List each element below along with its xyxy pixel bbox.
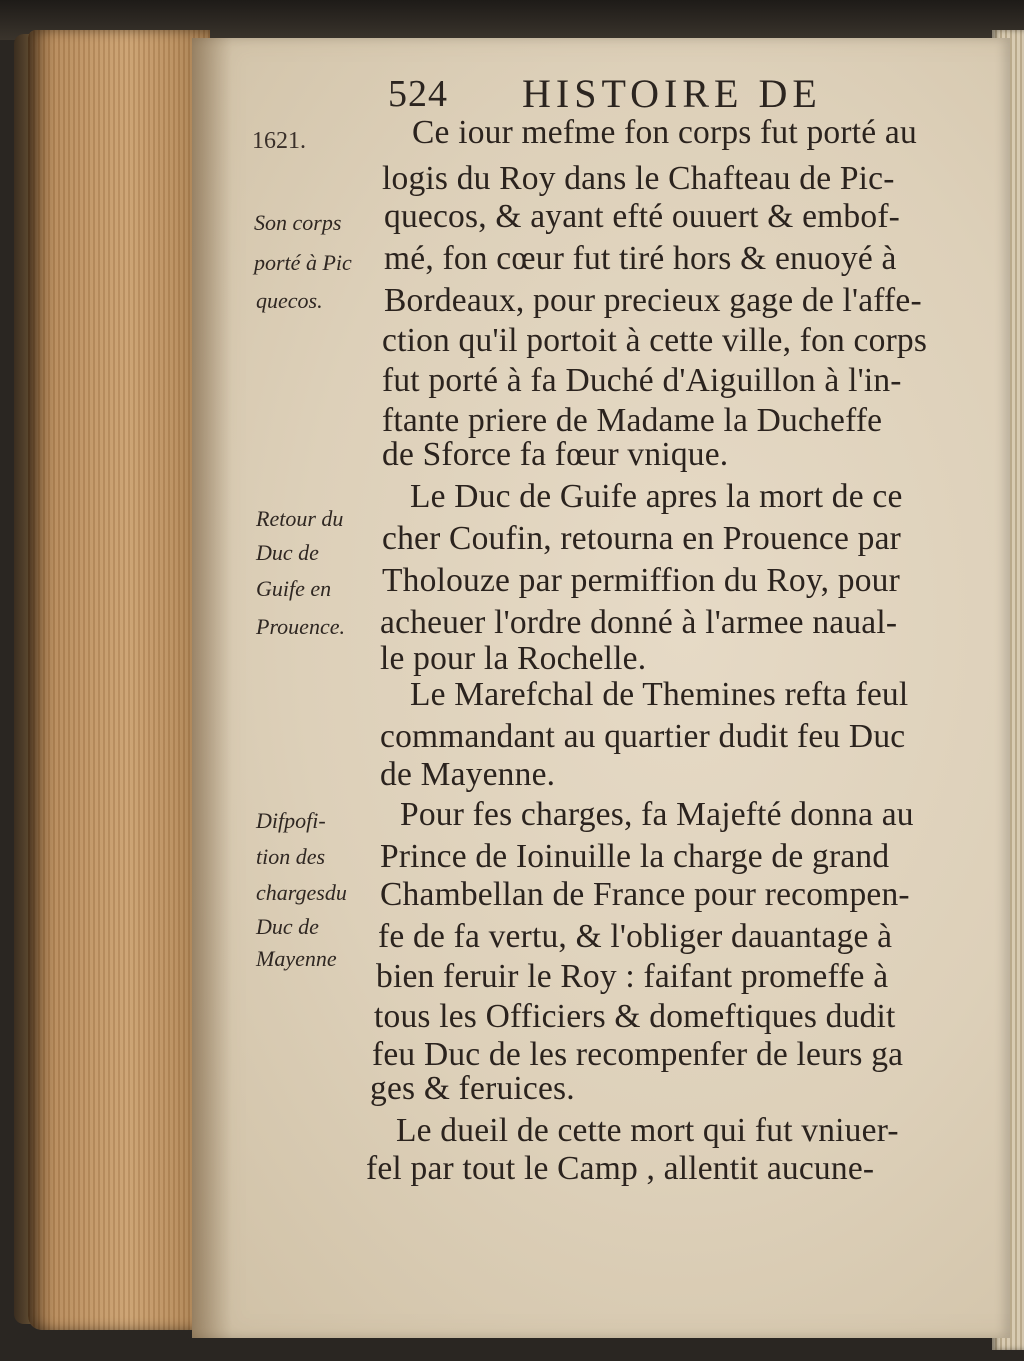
text-line: Tholouze par permiffion du Roy, pour bbox=[382, 562, 900, 599]
text-line: quecos, & ayant efté ouuert & embof- bbox=[384, 198, 901, 235]
margin-note-line: Duc de bbox=[256, 914, 319, 939]
margin-note-line: Son corps bbox=[254, 210, 342, 235]
margin-note-line: quecos. bbox=[256, 288, 323, 313]
page-block-edge bbox=[28, 30, 210, 1330]
text-line: Prince de Ioinuille la charge de grand bbox=[380, 838, 890, 875]
text-line: Chambellan de France pour recompen- bbox=[380, 876, 910, 913]
text-line: fe de fa vertu, & l'obliger dauantage à bbox=[378, 918, 893, 955]
text-line: commandant au quartier dudit feu Duc bbox=[380, 718, 906, 755]
text-line: acheuer l'ordre donné à l'armee naual- bbox=[380, 604, 898, 641]
text-line: de Mayenne. bbox=[380, 756, 556, 793]
margin-note-line: Retour du bbox=[256, 506, 344, 531]
text-line: Bordeaux, pour precieux gage de l'affe- bbox=[384, 282, 922, 319]
page-number: 524 bbox=[388, 73, 448, 115]
text-line: fel par tout le Camp , allentit aucune- bbox=[366, 1150, 875, 1187]
text-line: fut porté à fa Duché d'Aiguillon à l'in- bbox=[382, 362, 902, 399]
text-line: Ce iour mefme fon corps fut porté au bbox=[412, 114, 917, 151]
margin-note-line: Duc de bbox=[256, 540, 319, 565]
text-line: de Sforce fa fœur vnique. bbox=[382, 436, 729, 473]
margin-note-line: tion des bbox=[256, 844, 326, 869]
running-head: HISTOIRE DE bbox=[522, 71, 822, 116]
text-line: Le Duc de Guife apres la mort de ce bbox=[410, 478, 903, 515]
text-line: ges & feruices. bbox=[370, 1070, 575, 1107]
text-line: ction qu'il portoit à cette ville, fon corps bbox=[382, 322, 928, 359]
margin-note-line: Prouence. bbox=[256, 614, 345, 639]
margin-note-line: Difpofi- bbox=[256, 808, 326, 833]
text-line: Pour fes charges, fa Majefté donna au bbox=[400, 796, 914, 833]
text-line: le pour la Rochelle. bbox=[380, 640, 647, 677]
text-line: Le Marefchal de Themines refta feul bbox=[410, 676, 909, 713]
margin-note-line: Guife en bbox=[256, 576, 332, 601]
text-line: tous les Officiers & domeftiques dudit bbox=[374, 998, 896, 1035]
margin-note-line: Mayenne bbox=[256, 946, 337, 971]
text-line: bien feruir le Roy : faifant promeffe à bbox=[376, 958, 889, 995]
year-marker: 1621. bbox=[252, 128, 306, 154]
margin-note-line: porté à Pic bbox=[254, 250, 352, 275]
text-line: logis du Roy dans le Chafteau de Pic- bbox=[382, 160, 895, 197]
gutter-shadow bbox=[192, 38, 232, 1338]
text-line: Le dueil de cette mort qui fut vniuer- bbox=[396, 1112, 899, 1149]
text-line: mé, fon cœur fut tiré hors & enuoyé à bbox=[384, 240, 897, 277]
text-line: cher Coufin, retourna en Prouence par bbox=[382, 520, 901, 557]
margin-note-line: chargesdu bbox=[256, 880, 347, 905]
text-line: ftante priere de Madame la Ducheffe bbox=[382, 402, 883, 439]
text-line: feu Duc de les recompenfer de leurs ga bbox=[372, 1036, 904, 1073]
